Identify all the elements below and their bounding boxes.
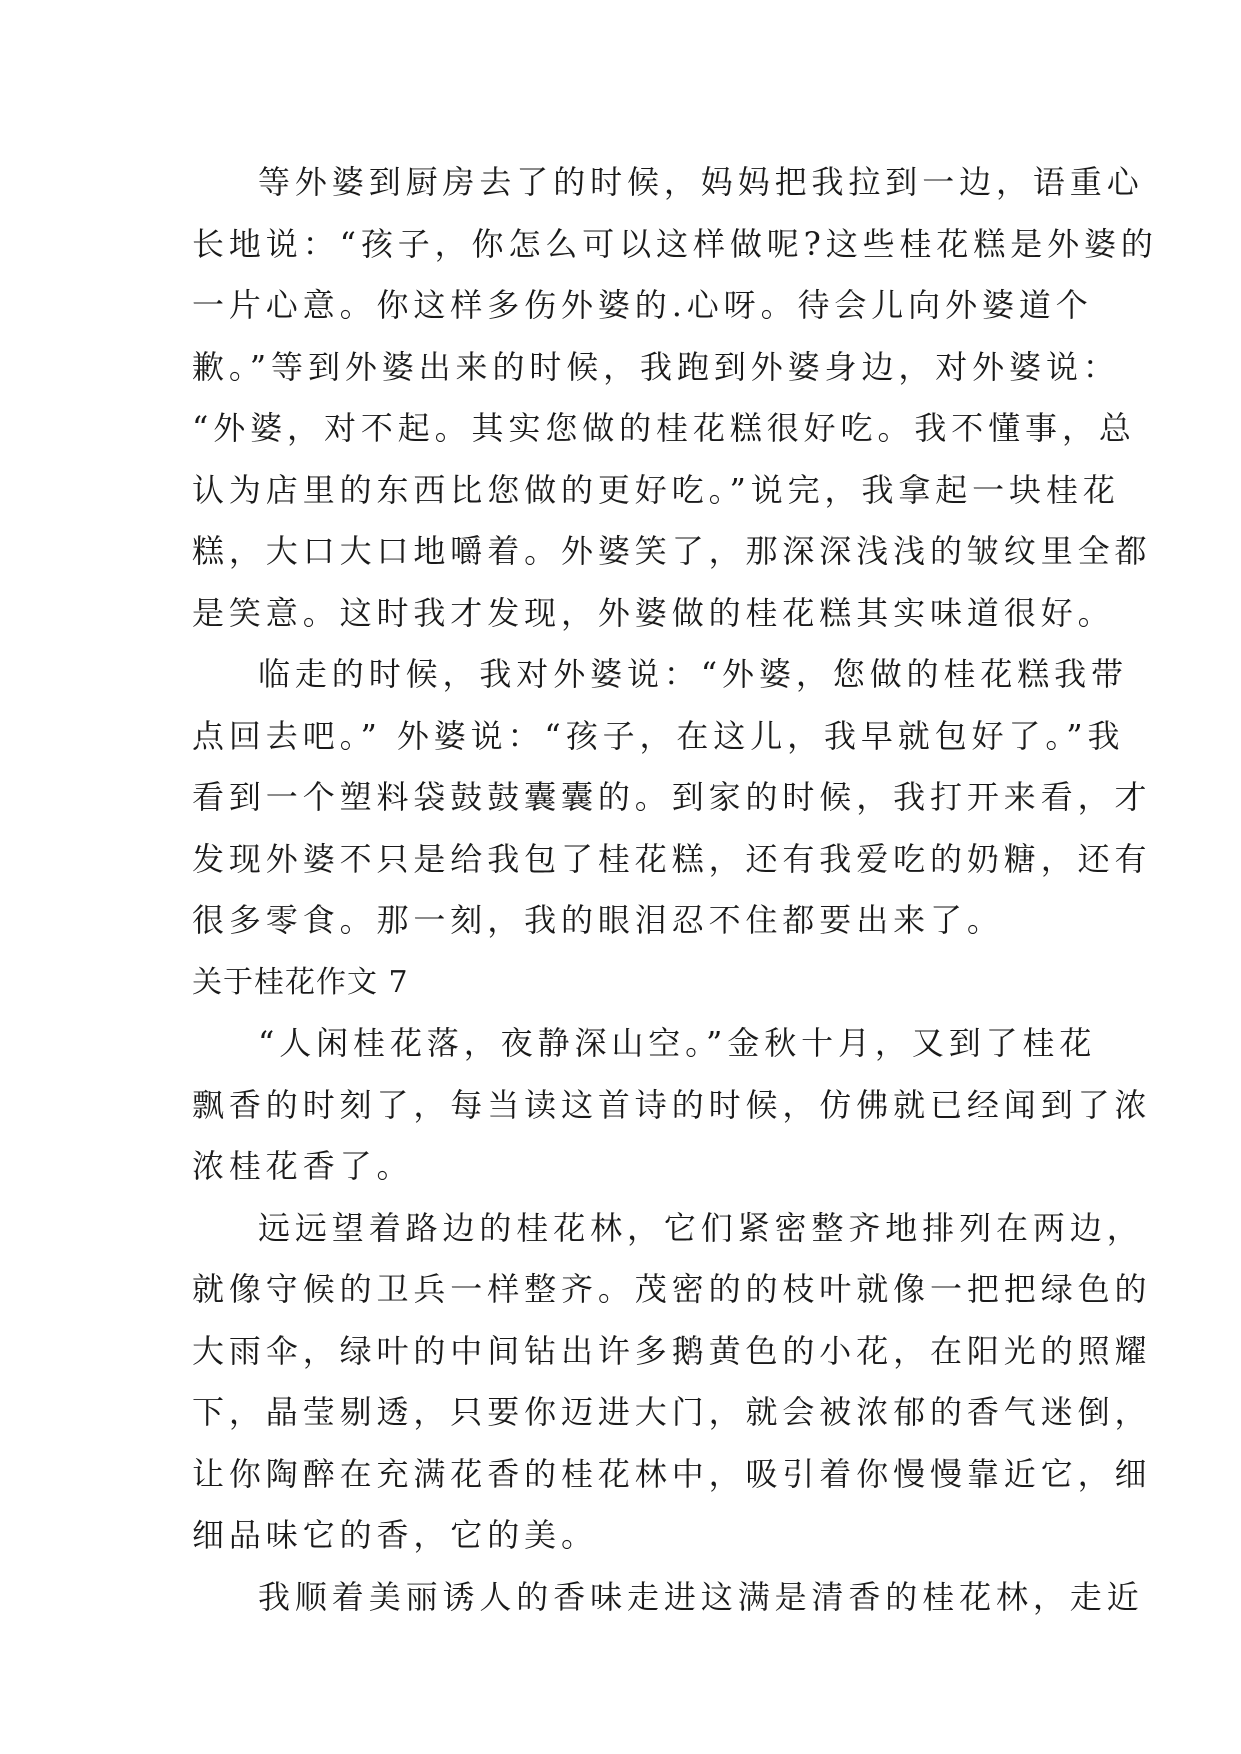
paragraph xyxy=(192,1567,1144,1629)
text-line: 大雨伞，绿叶的中间钻出许多鹅黄色的小花，在阳光的照耀 xyxy=(192,1331,1152,1370)
text-line: 我顺着美丽诱人的香味走进这满是清香的桂花林，走近 xyxy=(258,1577,1144,1616)
text-line: 看到一个塑料袋鼓鼓囊囊的。到家的时候，我打开来看，才 xyxy=(192,778,1152,816)
text-line: 细品味它的香，它的美。 xyxy=(192,1516,598,1554)
text-line: 是笑意。这时我才发现，外婆做的桂花糕其实味道很好。 xyxy=(192,593,1115,632)
text-line: 飘香的时刻了，每当读这首诗的时候，仿佛就已经闻到了浓 xyxy=(192,1085,1152,1124)
text-line: 很多零食。那一刻，我的眼泪忍不住都要出来了。 xyxy=(192,901,1004,939)
paragraph xyxy=(192,1198,1152,1567)
text-line: “外婆，对不起。其实您做的桂花糕很好吃。我不懂事，总 xyxy=(192,409,1136,447)
document-page xyxy=(192,152,1158,1628)
text-line: 临走的时候，我对外婆说：“外婆，您做的桂花糕我带 xyxy=(258,655,1128,693)
paragraph xyxy=(192,1013,1152,1198)
text-line: 糕，大口大口地嚼着。外婆笑了，那深深浅浅的皱纹里全都 xyxy=(192,532,1152,570)
text-line: 等外婆到厨房去了的时候，妈妈把我拉到一边，语重心 xyxy=(258,163,1144,201)
text-line: 长地说：“孩子，你怎么可以这样做呢?这些桂花糕是外婆的 xyxy=(192,224,1158,263)
text-line: 远远望着路边的桂花林，它们紧密整齐地排列在两边， xyxy=(258,1208,1144,1247)
text-line: 歉。”等到外婆出来的时候，我跑到外婆身边，对外婆说： xyxy=(192,347,1120,386)
text-line: 就像守候的卫兵一样整齐。茂密的的枝叶就像一把把绿色的 xyxy=(192,1270,1152,1308)
text-line: 发现外婆不只是给我包了桂花糕，还有我爱吃的奶糖，还有 xyxy=(192,839,1152,878)
section-title: 关于桂花作文 7 xyxy=(192,964,409,1000)
text-line: 认为店里的东西比您做的更好吃。”说完，我拿起一块桂花 xyxy=(192,470,1120,509)
text-line: “人闲桂花落，夜静深山空。”金秋十月，又到了桂花 xyxy=(258,1024,1097,1062)
text-line: 点回去吧。” 外婆说：“孩子，在这儿，我早就包好了。”我 xyxy=(192,716,1125,755)
text-line: 下，晶莹剔透，只要你迈进大门，就会被浓郁的香气迷倒， xyxy=(192,1393,1152,1431)
paragraph xyxy=(192,644,1152,952)
paragraph xyxy=(192,152,1158,644)
text-line: 一片心意。你这样多伤外婆的.心呀。待会儿向外婆道个 xyxy=(192,286,1093,324)
text-line: 浓桂花香了。 xyxy=(192,1147,414,1185)
text-line: 让你陶醉在充满花香的桂花林中，吸引着你慢慢靠近它，细 xyxy=(192,1454,1152,1493)
